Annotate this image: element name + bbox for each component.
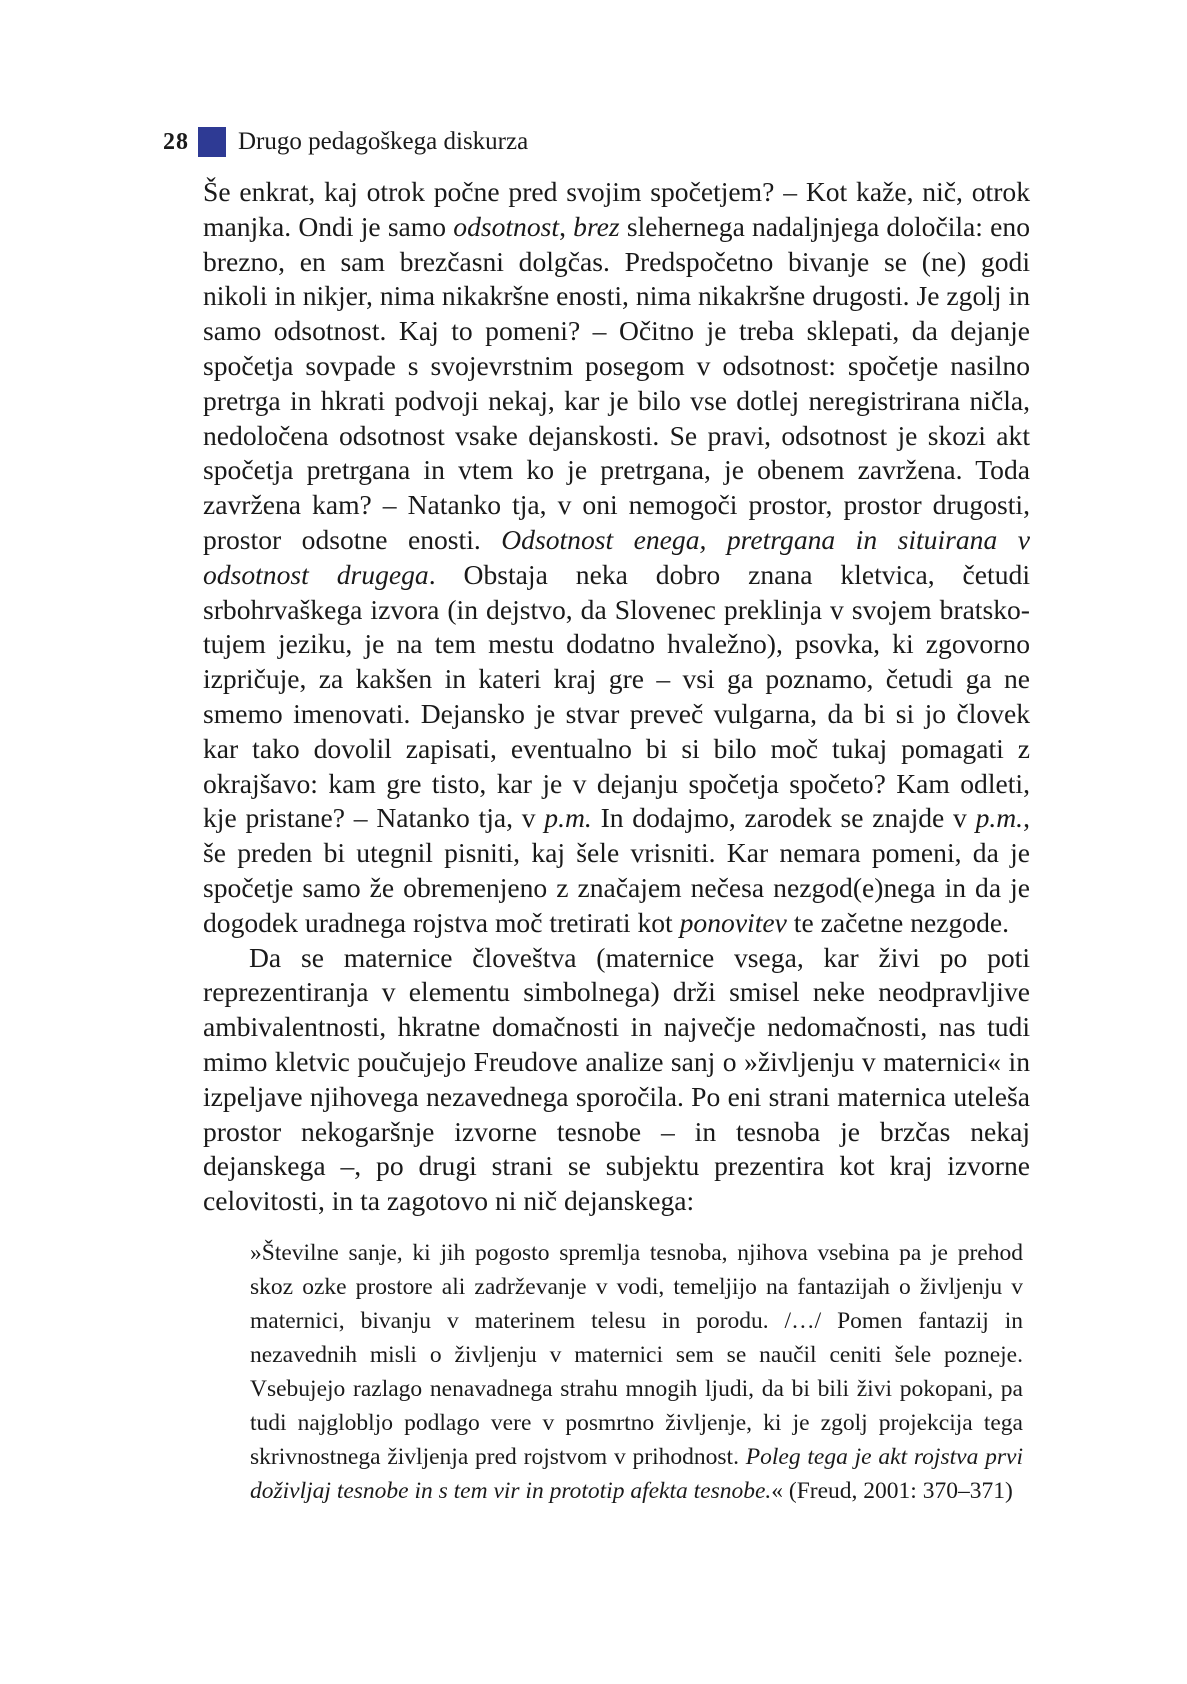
block-quote (250, 1236, 1023, 1508)
emphasis: p.m. (544, 802, 592, 834)
body-text (203, 175, 1030, 1219)
quote-citation: « (Freud, 2001: 370–371) (771, 1478, 1013, 1504)
emphasis: ponovitev (679, 906, 787, 938)
paragraph-1 (203, 175, 1030, 941)
text-span: Še enkrat, kaj otrok počne pred svojim spočetjem? – Kot kaže, nič, otrok manjka. Ondi je samo (203, 176, 1030, 242)
page-number: 28 (163, 128, 189, 155)
section-marker (198, 127, 226, 157)
text-span: , (559, 210, 574, 242)
text-span: te začetne nezgode. (786, 906, 1010, 938)
text-span: In dodajmo, zarodek se znajde v (591, 802, 976, 834)
emphasis: odsotnost (453, 210, 560, 242)
text-span: . Obstaja neka dobro znana kletvica, četudi srbohrvaškega izvora (in dejstvo, da Slovenec preklinja v svojem bratsko-tujem jeziku, je na tem mestu dodatno hvaležno), psovka, ki zgovorno izpričuje, za kakšen in kateri kraj gre – vsi ga poznamo, četudi ga ne smemo imenovati. Dejansko je stvar preveč vulgarna, da bi si jo človek kar tako dovolil zapisati, eventualno bi si bilo moč tukaj pomagati z okrajšavo: kam gre tisto, kar je v dejanju spočetja spočeto? Kam odleti, kje pristane? – Natanko tja, v (203, 558, 1030, 834)
running-title: Drugo pedagoškega diskurza (238, 128, 529, 155)
emphasis: p.m. (975, 802, 1024, 834)
quote-emphasis: Poleg tega je akt rojstva prvi doživljaj tesnobe in s tem vir in prototip afekta tesnobe. (250, 1444, 1023, 1504)
quote-text: »Številne sanje, ki jih pogosto spremlja tesnoba, njihova vsebina pa je prehod skoz ozke prostore ali zadrževanje v vodi, temeljijo na fantazijah o življenju v maternici, bivanju v materinem telesu in porodu. /…/ Pomen fantazij in nezavednih misli o življenju v maternici sem se naučil ceniti šele pozneje. Vsebujejo razlago nenavadnega strahu mnogih ljudi, da bi bili živi pokopani, pa tudi najglobljo podlago vere v posmrtno življenje, ki je zgolj projekcija tega skrivnostnega življenja pred rojstvom v prihodnost. (250, 1240, 1023, 1470)
page-header (163, 124, 528, 160)
text-span: slehernega nadaljnjega določila: eno brezno, en sam brezčasni dolgčas. Predspočetno bivanje se (ne) godi nikoli in nikjer, nima nikakršne enosti, nima nikakršne drugosti. Je zgolj in samo odsotnost. Kaj to pomeni? – Očitno je treba sklepati, da dejanje spočetja sovpade s svojevrstnim posegom v odsotnost: spočetje nasilno pretrga in hkrati podvoji nekaj, kar je bilo vse dotlej neregistrirana ničla, nedoločena odsotnost vsake dejanskosti. Se pravi, odsotnost je skozi akt spočetja pretrgana in vtem ko je pretrgana, je obenem zavržena. Toda zavržena kam? – Natanko tja, v oni nemogoči prostor, prostor drugosti, prostor odsotne enosti. (203, 210, 1031, 555)
emphasis: brez (573, 210, 620, 242)
emphasis: Odsotnost enega, pretrgana in situirana v odsotnost drugega (203, 523, 1030, 590)
text-span: , še preden bi utegnil pisniti, kaj šele vrisniti. Kar nemara pomeni, da je spočetje samo že obremenjeno z značajem nečesa nezgod(e)nega in da je dogodek uradnega rojstva moč tretirati kot (203, 802, 1030, 938)
paragraph-2: Da se maternice človeštva (maternice vsega, kar živi po poti reprezentiranja v elementu simbolnega) drži smisel neke neodpravljive ambivalentnosti, hkratne domačnosti in največje nedomačnosti, nas tudi mimo kletvic poučujejo Freudove analize sanj o »življenju v maternici« in izpeljave njihovega nezavednega sporočila. Po eni strani maternica uteleša prostor nekogaršnje izvorne tesnobe – in tesnoba je brzčas nekaj dejanskega –, po drugi strani se subjektu prezentira kot kraj izvorne celovitosti, in ta zagotovo ni nič dejanskega: (203, 941, 1030, 1217)
